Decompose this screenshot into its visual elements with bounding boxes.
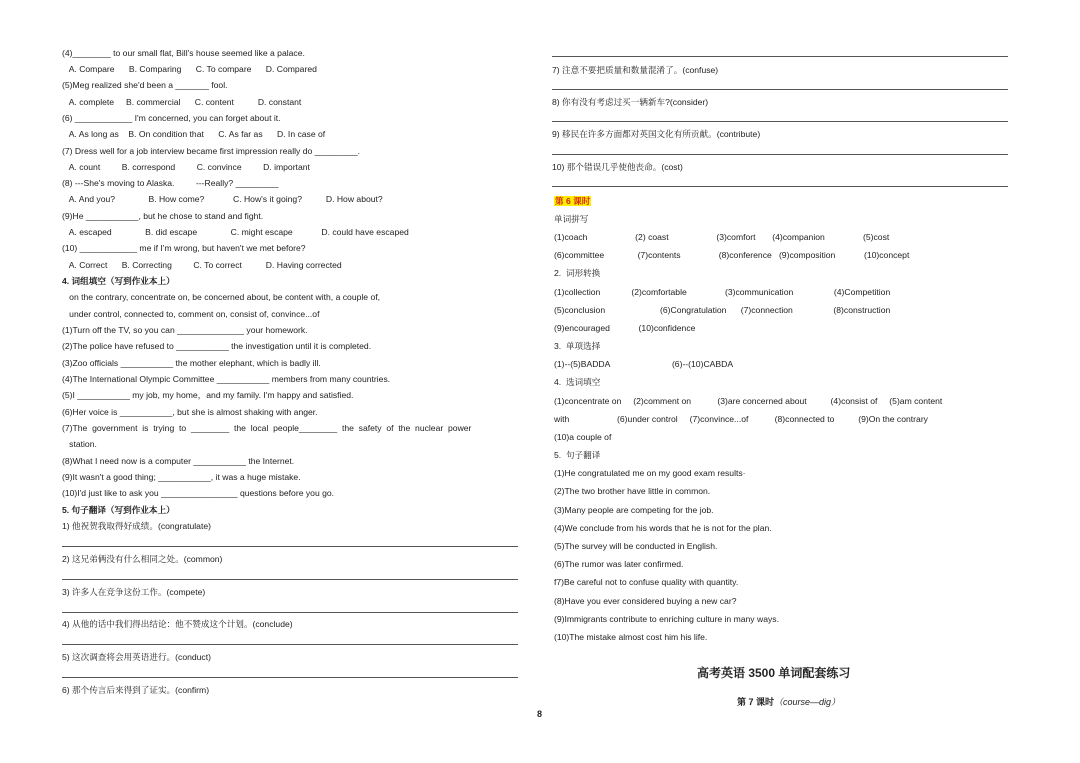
answer-translation-5: (5)The survey will be conducted in English.	[554, 541, 718, 551]
translation-4: 4) 从他的话中我们得出结论：他不赞成这个计划。(conclude)	[62, 619, 293, 629]
phrase-item-2: (2)The police have refused to ___________ the investigation until it is completed.	[62, 341, 372, 351]
answer-translation-4: (4)We conclude from his words that he is not for the plan.	[554, 523, 772, 533]
answer-heading-fill: 4. 选词填空	[554, 377, 601, 387]
question-6: (6) ____________ I'm concerned, you can forget about it.	[62, 113, 281, 123]
answer-line	[62, 644, 518, 645]
phrase-bank-1: on the contrary, concentrate on, be concerned about, be content with, a couple of,	[62, 292, 381, 302]
translation-10: 10) 那个错误几乎使他丧命。(cost)	[552, 162, 683, 172]
answer-translation-8: (8)Have you ever considered buying a new car?	[554, 596, 737, 606]
phrase-item-9: (9)It wasn't a good thing; ___________, it was a huge mistake.	[62, 472, 301, 482]
question-7: (7) Dress well for a job interview became first impression really do _________.	[62, 146, 361, 156]
question-5-options: A. complete B. commercial C. content D. constant	[62, 97, 302, 107]
lesson-7-subtitle	[727, 685, 840, 718]
phrase-item-3: (3)Zoo officials ___________ the mother elephant, which is badly ill.	[62, 358, 321, 368]
translation-8: 8) 你有没有考虑过买一辆新车?(consider)	[552, 97, 709, 107]
answer-line	[62, 579, 518, 580]
answer-line	[552, 89, 1008, 90]
answer-translation-3: (3)Many people are competing for the job.	[554, 505, 714, 515]
translation-9: 9) 移民在许多方面都对英国文化有所贡献。(contribute)	[552, 129, 761, 139]
translation-2: 2) 这兄弟俩没有什么相同之处。(common)	[62, 554, 223, 564]
question-9: (9)He ___________, but he chose to stand and fight.	[62, 211, 264, 221]
question-10: (10) ____________ me if I'm wrong, but haven't we met before?	[62, 243, 306, 253]
question-4-options: A. Compare B. Comparing C. To compare D. Compared	[62, 64, 317, 74]
lesson-6-label-wrap	[554, 195, 591, 207]
translation-3: 3) 许多人在竞争这份工作。(compete)	[62, 587, 206, 597]
phrase-item-10: (10)I'd just like to ask you ________________ questions before you go.	[62, 488, 335, 498]
book-title: 高考英语 3500 单词配套练习	[697, 666, 851, 680]
answer-line	[552, 121, 1008, 122]
question-7-options: A. count B. correspond C. convince D. important	[62, 162, 310, 172]
question-8: (8) ---She's moving to Alaska. ---Really? _________	[62, 178, 279, 188]
answer-wordform-2: (5)conclusion (6)Congratulation (7)connection (8)construction	[554, 305, 891, 315]
answer-spelling-1: (1)coach (2) coast (3)comfort (4)companion (5)cost	[554, 232, 890, 242]
answer-translation-7: f7)Be careful not to confuse quality with quantity.	[554, 577, 739, 587]
section-heading-translation: 5. 句子翻译（写到作业本上）	[62, 505, 175, 515]
answer-translation-6: (6)The rumor was later confirmed.	[554, 559, 684, 569]
phrase-item-7-cont: station.	[62, 439, 97, 449]
phrase-item-8: (8)What I need now is a computer ___________ the Internet.	[62, 456, 295, 466]
answer-wordform-3: (9)encouraged (10)confidence	[554, 323, 696, 333]
question-4: (4)________ to our small flat, Bill's house seemed like a palace.	[62, 48, 305, 58]
translation-1: 1) 他祝贺我取得好成绩。(congratulate)	[62, 521, 211, 531]
answer-translation-9: (9)Immigrants contribute to enriching culture in many ways.	[554, 614, 779, 624]
answer-translation-10: (10)The mistake almost cost him his life.	[554, 632, 708, 642]
translation-5: 5) 这次调查将会用英语进行。(conduct)	[62, 652, 211, 662]
answer-fill-2: with (6)under control (7)convince...of (8)connected to (9)On the contrary	[554, 414, 928, 424]
answer-line	[62, 677, 518, 678]
page-number: 8	[537, 709, 543, 719]
answer-line	[62, 546, 518, 547]
translation-7: 7) 注意不要把质量和数量混淆了。(confuse)	[552, 65, 719, 75]
answer-heading-wordform: 2. 词形转换	[554, 268, 601, 278]
question-8-options: A. And you? B. How come? C. How's it going? D. How about?	[62, 194, 383, 204]
answer-line	[552, 186, 1008, 187]
phrase-item-5: (5)I ___________ my job, my home，and my family. I'm happy and satisfied.	[62, 390, 354, 400]
phrase-item-1: (1)Turn off the TV, so you can ______________ your homework.	[62, 325, 308, 335]
answer-translation-1: (1)He congratulated me on my good exam results·	[554, 468, 746, 478]
question-9-options: A. escaped B. did escape C. might escape D. could have escaped	[62, 227, 409, 237]
section-heading-phrase-fill: 4. 词组填空（写到作业本上）	[62, 276, 175, 286]
answer-fill-1: (1)concentrate on (2)comment on (3)are concerned about (4)consist of (5)am content	[554, 396, 943, 406]
phrase-item-6: (6)Her voice is ___________, but she is almost shaking with anger.	[62, 407, 318, 417]
question-5: (5)Meg realized she'd been a _______ fool.	[62, 80, 228, 90]
answer-heading-choice: 3. 单项选择	[554, 341, 601, 351]
answer-spelling-2: (6)committee (7)contents (8)conference (9)composition (10)concept	[554, 250, 910, 260]
phrase-item-7: (7)The government is trying to ________ the local people________ the safety of the nuclear power	[62, 423, 472, 433]
lesson-7-range: （course—dig）	[774, 697, 841, 707]
answer-heading-spelling: 单词拼写	[554, 214, 589, 224]
answer-heading-translation: 5. 句子翻译	[554, 450, 601, 460]
translation-6: 6) 那个传言后来得到了证实。(confirm)	[62, 685, 210, 695]
lesson-6-label: 第 6 课时	[555, 196, 591, 206]
lesson-7-label: 第 7 课时	[737, 697, 775, 707]
phrase-bank-2: under control, connected to, comment on, consist of, convince...of	[62, 309, 320, 319]
answer-translation-2: (2)The two brother have little in common.	[554, 486, 711, 496]
answer-line	[552, 154, 1008, 155]
question-6-options: A. As long as B. On condition that C. As far as D. In case of	[62, 129, 326, 139]
answer-wordform-1: (1)collection (2)comfortable (3)communication (4)Competition	[554, 287, 891, 297]
phrase-item-4: (4)The International Olympic Committee ___________ members from many countries.	[62, 374, 391, 384]
answer-line	[552, 56, 1008, 57]
answer-fill-3: (10)a couple of	[554, 432, 612, 442]
question-10-options: A. Correct B. Correcting C. To correct D. Having corrected	[62, 260, 342, 270]
answer-choice: (1)--(5)BADDA (6)--(10)CABDA	[554, 359, 734, 369]
answer-line	[62, 612, 518, 613]
